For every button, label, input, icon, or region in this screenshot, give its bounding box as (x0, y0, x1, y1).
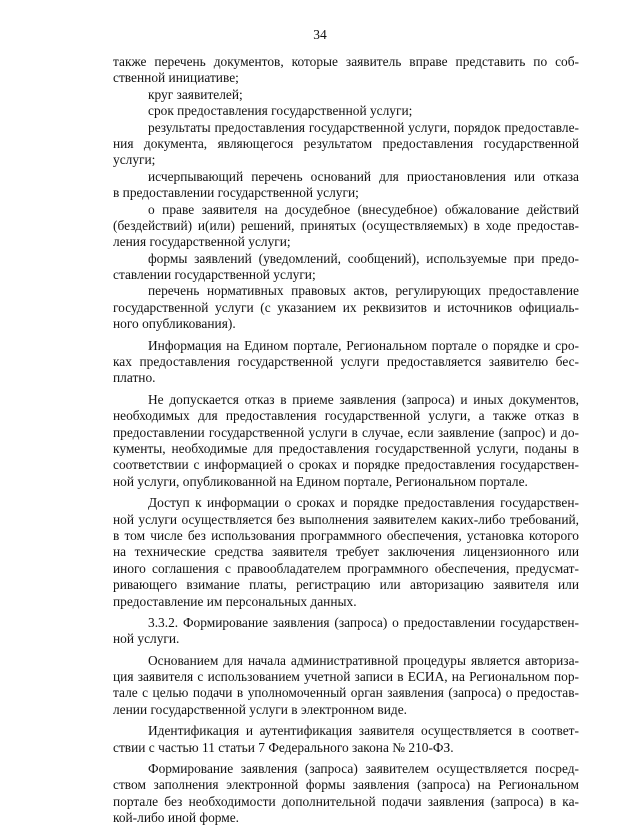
text-line: услуги; (113, 152, 156, 168)
text-line: формы заявлений (уведомлений, сообщений), используемые при предо- (148, 250, 579, 266)
text-line: государственной услуги (с указанием их реквизитов и источников официаль- (113, 299, 579, 315)
paragraph (113, 723, 579, 756)
text-line: необходимых для предоставления государственной услуги, а также отказ в (113, 408, 579, 424)
text-line: кой-либо иной форме. (113, 810, 240, 826)
text-line: (бездействий) и(или) решений, принятых (осуществляемых) в ходе предостав- (113, 217, 579, 233)
paragraph (113, 120, 579, 169)
text-line: ривающего взимание платы, регистрацию или авторизацию заявителя или (113, 577, 579, 593)
text-line: Идентификация и аутентификация заявителя осуществляется в соответ- (148, 723, 579, 739)
text-line: круг заявителей; (148, 86, 243, 102)
document-body (113, 54, 579, 827)
text-line: также перечень документов, которые заявитель вправе представить по соб- (113, 54, 579, 69)
paragraph (113, 169, 579, 202)
paragraph (113, 615, 579, 648)
text-line: Доступ к информации о сроках и порядке предоставления государствен- (148, 495, 579, 511)
paragraph (113, 202, 579, 251)
text-line: кументы, необходимые для предоставления государственной услуги, поданы в (113, 440, 579, 456)
page-number: 34 (313, 27, 327, 42)
text-line: предоставление им персональных данных. (113, 593, 357, 609)
text-line: иного соглашения с правообладателем программного обеспечения, предусмат- (113, 560, 579, 576)
paragraph (113, 338, 579, 387)
text-line: предоставлении государственной услуги в случае, если заявление (запрос) и до- (113, 424, 579, 440)
text-line: тале с целью подачи в уполномоченный орган заявления (запроса) о предостав- (113, 685, 579, 701)
text-line: ственной инициативе; (113, 70, 239, 86)
text-line: Информация на Едином портале, Региональном портале о порядке и сро- (148, 337, 579, 353)
text-line: ствии с частью 11 статьи 7 Федерального закона № 210-ФЗ. (113, 739, 454, 755)
paragraph (113, 495, 579, 610)
text-line: о праве заявителя на досудебное (внесудебное) обжалование действий (148, 201, 579, 217)
text-line: ления государственной услуги; (113, 234, 291, 250)
text-line: ставлении государственной услуги; (113, 267, 316, 283)
text-line: ция заявителя с использованием учетной записи в ЕСИА, на Региональном пор- (113, 669, 579, 685)
text-line: результаты предоставления государственной услуги, порядок предоставле- (148, 119, 579, 135)
text-line: Основанием для начала административной процедуры является авториза- (148, 652, 579, 668)
text-line: Формирование заявления (запроса) заявителем осуществляется посред- (148, 761, 579, 777)
text-line: в предоставлении государственной услуги; (113, 185, 359, 201)
text-line: ках предоставления государственной услуги предоставляется заявителю бес- (113, 354, 579, 370)
text-line: ной услуги осуществляется без выполнения заявителем каких-либо требований, (113, 511, 579, 527)
text-line: перечень нормативных правовых актов, регулирующих предоставление (148, 283, 579, 299)
paragraph (113, 87, 579, 103)
text-line: портале без необходимости дополнительной подачи заявления (запроса) в ка- (113, 793, 579, 809)
text-line: ством заполнения электронной формы заявления (запроса) на Региональном (113, 777, 579, 793)
paragraph (113, 54, 579, 87)
text-line: соответствии с информацией о сроках и порядке предоставления государствен- (113, 457, 579, 473)
paragraph (113, 761, 579, 827)
text-line: исчерпывающий перечень оснований для приостановления или отказа (148, 168, 579, 184)
paragraph (113, 283, 579, 332)
text-line: срок предоставления государственной услуги; (148, 103, 413, 119)
text-line: в том числе без использования программного обеспечения, установка которого (113, 527, 579, 543)
paragraph (113, 653, 579, 719)
text-line: лении государственной услуги в электронном виде. (113, 701, 407, 717)
paragraph (113, 251, 579, 284)
text-line: 3.3.2. Формирование заявления (запроса) о предоставлении государствен- (148, 614, 579, 630)
text-line: ной услуги. (113, 631, 180, 647)
text-line: ния документа, являющегося результатом предоставления государственной (113, 135, 579, 151)
text-line: Не допускается отказ в приеме заявления (запроса) и иных документов, (148, 391, 579, 407)
paragraph (113, 103, 579, 119)
text-line: ной услуги, опубликованной на Едином портале, Региональном портале. (113, 473, 528, 489)
text-line: ного опубликования). (113, 316, 236, 332)
text-line: платно. (113, 370, 156, 386)
paragraph (113, 392, 579, 490)
text-line: на технические средства заявителя требует заключения лицензионного или (113, 544, 579, 560)
